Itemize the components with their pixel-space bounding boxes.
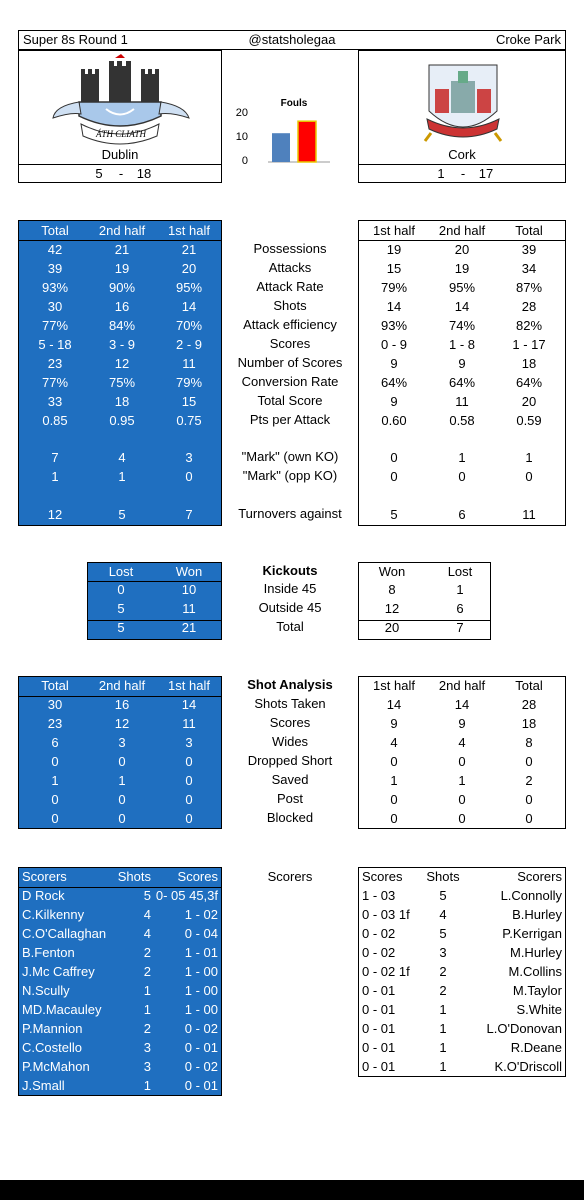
main-stats-away-cell: 0.58 <box>449 413 475 428</box>
shots-away-cell: 2 <box>525 773 533 788</box>
main-stats-home-cell: 30 <box>47 299 63 314</box>
scorer-away-scores: 0 - 01 <box>362 983 396 998</box>
fouls-tick-label: 0 <box>241 155 248 167</box>
scorer-home-shots: 4 <box>143 907 151 922</box>
shots-row-label: Post <box>276 791 303 806</box>
scorer-away-name: M.Collins <box>508 964 562 979</box>
dublin-goals: 5 <box>95 166 103 181</box>
kickouts-away-cell: 6 <box>456 601 464 616</box>
shots-home-cell: 23 <box>47 716 63 731</box>
shots-home-cell: 1 <box>51 773 59 788</box>
shots-title: Shot Analysis <box>247 677 333 692</box>
shots-away-cell: 9 <box>390 716 398 731</box>
shots-labels <box>222 676 358 829</box>
main-stats-home-cell: 90% <box>108 280 136 295</box>
scorers-home-header-scores: Scores <box>177 869 218 884</box>
shots-home-cell: 0 <box>118 811 126 826</box>
main-stats-home-cell: 20 <box>181 261 197 276</box>
scorer-home-scores: 0 - 01 <box>184 1040 218 1055</box>
shots-home-cell: 0 <box>118 754 126 769</box>
twitter-handle: @statsholegaa <box>248 32 336 47</box>
main-stats-home-cell: 4 <box>118 450 126 465</box>
main-stats-home-cell: 7 <box>185 507 193 522</box>
main-stats-away-cell: 9 <box>390 356 398 371</box>
shots-home-cell: 0 <box>51 811 59 826</box>
shots-away-cell: 0 <box>390 792 398 807</box>
shots-away-cell: 0 <box>458 811 466 826</box>
main-stats-row-label: Pts per Attack <box>249 412 331 427</box>
main-stats-away-cell: 20 <box>521 394 537 409</box>
scorer-away-name: L.Connolly <box>500 888 562 903</box>
kickouts-home-cell: 5 <box>117 601 125 616</box>
scorers-away-header-shots: Shots <box>426 869 460 884</box>
main-stats-home-cell: 12 <box>114 356 130 371</box>
shots-away-cell: 28 <box>521 697 537 712</box>
main-stats-away-cell: 0 <box>390 450 398 465</box>
main-stats-home-cell: 5 - 18 <box>38 337 72 352</box>
main-stats-away-cell: 82% <box>515 318 543 333</box>
scorer-home-name: MD.Macauley <box>22 1002 102 1017</box>
main-stats-row-label: Possessions <box>253 241 327 256</box>
shots-away-cell: 18 <box>521 716 537 731</box>
scorer-home-name: C.Kilkenny <box>22 907 85 922</box>
kickouts-home-header-1: Won <box>175 564 203 579</box>
main-stats-home-cell: 3 - 9 <box>108 337 135 352</box>
shots-away-cell: 0 <box>458 792 466 807</box>
scorer-away-scores: 0 - 01 <box>362 1040 396 1055</box>
main-stats-away-cell: 0 - 9 <box>380 337 407 352</box>
main-stats-away-cell: 34 <box>521 261 537 276</box>
main-stats-away-panel <box>358 220 566 526</box>
main-stats-home-cell: 42 <box>47 242 63 257</box>
scorer-away-name: M.Hurley <box>509 945 562 960</box>
scorer-away-scores: 0 - 03 1f <box>362 907 410 922</box>
bottom-bar <box>0 1180 584 1200</box>
main-stats-home-cell: 18 <box>114 394 130 409</box>
kickouts-home-header-0: Lost <box>108 564 134 579</box>
main-stats-away-cell: 64% <box>448 375 476 390</box>
kickouts-row-label: Inside 45 <box>263 581 317 596</box>
kickouts-home-cell: 10 <box>181 582 197 597</box>
shots-home-cell: 0 <box>51 754 59 769</box>
kickouts-away-cell: 1 <box>456 582 464 597</box>
main-stats-away-cell: 64% <box>515 375 543 390</box>
main-stats-home-cell: 3 <box>185 450 193 465</box>
scorer-home-shots: 1 <box>143 1078 151 1093</box>
scorer-away-scores: 0 - 01 <box>362 1059 396 1074</box>
main-stats-away-cell: 9 <box>458 356 466 371</box>
main-stats-home-cell: 23 <box>47 356 63 371</box>
shots-home-cell: 3 <box>118 735 126 750</box>
main-stats-home-cell: 0.95 <box>109 413 135 428</box>
main-stats-away-cell: 1 - 17 <box>512 337 546 352</box>
scorers-away-panel <box>358 867 566 1077</box>
main-stats-home-cell: 19 <box>114 261 130 276</box>
fouls-tick-label: 10 <box>235 131 248 143</box>
shots-away-cell: 0 <box>525 811 533 826</box>
main-stats-away-cell: 14 <box>386 299 402 314</box>
main-stats-row-label: Total Score <box>257 393 323 408</box>
main-stats-row-label: Number of Scores <box>237 355 343 370</box>
shots-home-cell: 12 <box>114 716 130 731</box>
scorer-home-shots: 2 <box>143 945 151 960</box>
dublin-dash: - <box>118 166 124 181</box>
main-stats-away-cell: 15 <box>386 261 402 276</box>
kickouts-away-panel <box>358 562 491 640</box>
scorer-away-scores: 0 - 02 <box>362 945 396 960</box>
kickouts-away-cell: 20 <box>384 620 400 635</box>
shots-home-cell: 0 <box>185 754 193 769</box>
main-stats-row-label: Attacks <box>268 260 312 275</box>
shots-home-cell: 6 <box>51 735 59 750</box>
main-stats-away-cell: 19 <box>386 242 402 257</box>
scorer-home-scores: 1 - 02 <box>184 907 218 922</box>
scorer-away-name: P.Kerrigan <box>502 926 562 941</box>
main-stats-labels <box>222 220 358 526</box>
kickouts-home-divider <box>88 581 221 582</box>
main-stats-away-cell: 0 <box>390 469 398 484</box>
cork-points: 17 <box>478 166 494 181</box>
cork-name: Cork <box>448 147 476 162</box>
kickouts-home-cell: 11 <box>182 601 196 616</box>
kickouts-home-cell: 5 <box>117 620 125 635</box>
shots-away-cell: 14 <box>386 697 402 712</box>
shots-row-label: Shots Taken <box>254 696 326 711</box>
kickouts-home-cell: 0 <box>117 582 125 597</box>
scorer-home-scores: 1 - 01 <box>184 945 218 960</box>
scorers-home-divider <box>19 887 221 888</box>
shots-row-label: Saved <box>271 772 309 787</box>
scorer-away-name: R.Deane <box>510 1040 562 1055</box>
shots-away-panel <box>358 676 566 829</box>
kickouts-away-cell: 8 <box>388 582 396 597</box>
shots-away-header-1: 2nd half <box>438 678 486 693</box>
round-label: Super 8s Round 1 <box>23 32 128 47</box>
main-stats-away-cell: 87% <box>515 280 543 295</box>
main-stats-away-cell: 0.59 <box>516 413 542 428</box>
scorer-home-name: D Rock <box>22 888 65 903</box>
main-stats-away-cell: 9 <box>390 394 398 409</box>
main-stats-home-cell: 84% <box>108 318 136 333</box>
fouls-chart <box>224 90 354 182</box>
shots-away-cell: 0 <box>390 811 398 826</box>
shots-home-cell: 14 <box>181 697 197 712</box>
scorer-away-shots: 4 <box>439 907 447 922</box>
scorers-home-header-shots: Shots <box>117 869 151 884</box>
shots-away-cell: 0 <box>390 754 398 769</box>
main-stats-away-cell: 14 <box>454 299 470 314</box>
fouls-tick-label: 20 <box>235 107 248 119</box>
scorer-home-scores: 1 - 00 <box>184 964 218 979</box>
scorer-home-shots: 2 <box>143 1021 151 1036</box>
scorer-home-name: N.Scully <box>22 983 70 998</box>
kickouts-home-panel <box>87 562 222 640</box>
main-stats-home-cell: 0.75 <box>176 413 202 428</box>
shots-home-divider <box>19 696 221 697</box>
kickouts-row-label: Total <box>276 619 304 634</box>
scorers-away-header-scores: Scores <box>362 869 403 884</box>
main-stats-row-label: Scores <box>269 336 311 351</box>
shots-home-cell: 30 <box>47 697 63 712</box>
header-bar <box>18 30 566 50</box>
fouls-chart-title: Fouls <box>280 98 308 109</box>
main-stats-away-cell: 79% <box>380 280 408 295</box>
main-stats-home-cell: 14 <box>181 299 197 314</box>
scorer-away-scores: 1 - 03 <box>362 888 396 903</box>
shots-home-cell: 0 <box>185 811 193 826</box>
main-stats-away-cell: 0 <box>525 469 533 484</box>
scorer-home-shots: 5 <box>143 888 151 903</box>
kickouts-away-header-1: Lost <box>447 564 473 579</box>
cork-crest-icon <box>423 61 503 143</box>
shots-away-cell: 0 <box>525 792 533 807</box>
scorer-home-scores: 1 - 00 <box>184 1002 218 1017</box>
main-stats-home-cell: 95% <box>175 280 203 295</box>
shots-home-cell: 11 <box>182 716 196 731</box>
shots-home-cell: 0 <box>118 792 126 807</box>
main-stats-row-label: Conversion Rate <box>241 374 339 389</box>
shots-away-cell: 1 <box>390 773 398 788</box>
scorers-title: Scorers <box>267 869 313 884</box>
main-stats-away-cell: 0.60 <box>381 413 407 428</box>
shots-home-panel <box>18 676 222 829</box>
scorer-home-name: C.Costello <box>22 1040 82 1055</box>
scorer-home-scores: 0- 05 45,3f <box>155 888 218 903</box>
main-stats-away-cell: 74% <box>448 318 476 333</box>
scorer-away-shots: 1 <box>439 1059 447 1074</box>
main-stats-home-cell: 93% <box>41 280 69 295</box>
main-stats-home-divider <box>19 240 221 241</box>
scorer-home-scores: 1 - 00 <box>184 983 218 998</box>
shots-away-cell: 8 <box>525 735 533 750</box>
shots-home-cell: 1 <box>118 773 126 788</box>
shots-home-cell: 0 <box>185 792 193 807</box>
main-stats-away-cell: 1 <box>525 450 533 465</box>
main-stats-home-cell: 7 <box>51 450 59 465</box>
main-stats-away-header-2: Total <box>515 223 543 238</box>
main-stats-home-header-1: 2nd half <box>98 223 146 238</box>
shots-home-header-0: Total <box>41 678 69 693</box>
main-stats-away-cell: 11 <box>522 507 536 522</box>
main-stats-away-divider <box>359 240 565 241</box>
shots-away-cell: 0 <box>525 754 533 769</box>
kickouts-away-cell: 12 <box>384 601 400 616</box>
scorers-home-header-name: Scorers <box>22 869 67 884</box>
scorer-away-name: B.Hurley <box>512 907 562 922</box>
scorer-away-name: S.White <box>516 1002 562 1017</box>
main-stats-away-cell: 1 <box>458 450 466 465</box>
main-stats-home-cell: 33 <box>47 394 63 409</box>
main-stats-home-cell: 15 <box>181 394 197 409</box>
shots-home-cell: 0 <box>185 773 193 788</box>
dublin-score-box <box>18 164 222 183</box>
main-stats-away-cell: 20 <box>454 242 470 257</box>
scorer-home-shots: 2 <box>143 964 151 979</box>
main-stats-home-cell: 21 <box>181 242 197 257</box>
scorer-home-name: P.Mannion <box>22 1021 83 1036</box>
main-stats-away-cell: 5 <box>390 507 398 522</box>
cork-score-box <box>358 164 566 183</box>
main-stats-row-label: "Mark" (opp KO) <box>242 468 338 483</box>
shots-away-header-0: 1st half <box>373 678 415 693</box>
scorer-away-scores: 0 - 02 <box>362 926 396 941</box>
scorer-home-name: C.O'Callaghan <box>22 926 107 941</box>
shots-home-cell: 3 <box>185 735 193 750</box>
main-stats-home-header-2: 1st half <box>168 223 210 238</box>
scorers-title-wrap <box>222 867 358 886</box>
kickouts-away-divider <box>359 620 490 621</box>
kickouts-labels <box>222 562 358 640</box>
main-stats-away-cell: 18 <box>521 356 537 371</box>
scorer-away-scores: 0 - 02 1f <box>362 964 410 979</box>
scorer-home-name: P.McMahon <box>22 1059 90 1074</box>
scorer-home-scores: 0 - 01 <box>184 1078 218 1093</box>
scorer-away-shots: 2 <box>439 964 447 979</box>
scorer-home-scores: 0 - 02 <box>184 1059 218 1074</box>
kickouts-home-cell: 21 <box>181 620 197 635</box>
shots-away-header-2: Total <box>515 678 543 693</box>
dublin-name: Dublin <box>101 147 139 162</box>
scorers-home-panel <box>18 867 222 1096</box>
main-stats-home-cell: 16 <box>114 299 130 314</box>
scorer-home-shots: 4 <box>143 926 151 941</box>
cork-goals: 1 <box>437 166 445 181</box>
main-stats-home-cell: 70% <box>175 318 203 333</box>
shots-away-cell: 4 <box>458 735 466 750</box>
main-stats-away-header-0: 1st half <box>373 223 415 238</box>
main-stats-row-label: "Mark" (own KO) <box>241 449 339 464</box>
shots-row-label: Scores <box>269 715 311 730</box>
kickouts-away-header-0: Won <box>378 564 406 579</box>
scorer-home-shots: 1 <box>143 983 151 998</box>
main-stats-away-cell: 39 <box>521 242 537 257</box>
main-stats-home-cell: 12 <box>47 507 63 522</box>
main-stats-home-cell: 5 <box>118 507 126 522</box>
main-stats-away-header-1: 2nd half <box>438 223 486 238</box>
kickouts-away-cell: 7 <box>456 620 464 635</box>
main-stats-row-label: Turnovers against <box>238 506 342 521</box>
cork-dash: - <box>460 166 466 181</box>
shots-home-cell: 16 <box>114 697 130 712</box>
main-stats-home-cell: 21 <box>114 242 130 257</box>
main-stats-home-cell: 77% <box>41 318 69 333</box>
scorer-away-shots: 1 <box>439 1021 447 1036</box>
main-stats-away-cell: 1 - 8 <box>448 337 475 352</box>
scorer-away-scores: 0 - 01 <box>362 1021 396 1036</box>
shots-home-cell: 0 <box>51 792 59 807</box>
main-stats-home-cell: 79% <box>175 375 203 390</box>
main-stats-home-header-0: Total <box>41 223 69 238</box>
shots-home-header-1: 2nd half <box>98 678 146 693</box>
scorer-away-shots: 3 <box>439 945 447 960</box>
main-stats-home-cell: 0.85 <box>42 413 68 428</box>
scorer-away-shots: 1 <box>439 1002 447 1017</box>
scorer-home-name: J.Mc Caffrey <box>22 964 95 979</box>
main-stats-home-cell: 2 - 9 <box>175 337 202 352</box>
scorer-home-name: J.Small <box>22 1078 65 1093</box>
scorer-away-shots: 5 <box>439 926 447 941</box>
main-stats-row-label: Attack efficiency <box>243 317 337 332</box>
scorer-away-name: L.O'Donovan <box>486 1021 562 1036</box>
shots-away-cell: 14 <box>454 697 470 712</box>
kickouts-row-label: Outside 45 <box>258 600 322 615</box>
scorer-home-shots: 1 <box>143 1002 151 1017</box>
dublin-crest-text: ÁTH CLIATH <box>96 129 146 139</box>
shots-away-cell: 4 <box>390 735 398 750</box>
main-stats-away-cell: 95% <box>448 280 476 295</box>
main-stats-home-cell: 1 <box>118 469 126 484</box>
main-stats-away-cell: 0 <box>458 469 466 484</box>
scorer-home-name: B.Fenton <box>22 945 75 960</box>
main-stats-home-panel <box>18 220 222 526</box>
shots-away-cell: 9 <box>458 716 466 731</box>
kickouts-home-divider <box>88 620 221 621</box>
scorer-away-shots: 1 <box>439 1040 447 1055</box>
scorer-away-shots: 2 <box>439 983 447 998</box>
fouls-bar-cork <box>298 121 316 162</box>
main-stats-away-cell: 19 <box>454 261 470 276</box>
dublin-points: 18 <box>136 166 152 181</box>
main-stats-home-cell: 1 <box>51 469 59 484</box>
scorer-away-shots: 5 <box>439 888 447 903</box>
venue-label: Croke Park <box>495 32 561 47</box>
main-stats-home-cell: 39 <box>47 261 63 276</box>
shots-row-label: Blocked <box>266 810 314 825</box>
scorers-away-header-name: Scorers <box>517 869 562 884</box>
kickouts-title: Kickouts <box>262 563 318 578</box>
scorer-home-shots: 3 <box>143 1040 151 1055</box>
scorer-home-scores: 0 - 02 <box>184 1021 218 1036</box>
main-stats-away-cell: 28 <box>521 299 537 314</box>
main-stats-away-cell: 11 <box>455 394 469 409</box>
shots-row-label: Wides <box>271 734 309 749</box>
main-stats-away-cell: 64% <box>380 375 408 390</box>
main-stats-home-cell: 11 <box>182 356 196 371</box>
scorer-away-scores: 0 - 01 <box>362 1002 396 1017</box>
scorer-home-shots: 3 <box>143 1059 151 1074</box>
scorer-away-name: K.O'Driscoll <box>494 1059 562 1074</box>
main-stats-home-cell: 0 <box>185 469 193 484</box>
scorer-away-name: M.Taylor <box>512 983 562 998</box>
main-stats-home-cell: 77% <box>41 375 69 390</box>
main-stats-away-cell: 6 <box>458 507 466 522</box>
shots-home-header-2: 1st half <box>168 678 210 693</box>
shots-away-cell: 1 <box>458 773 466 788</box>
main-stats-home-cell: 75% <box>108 375 136 390</box>
scorer-home-scores: 0 - 04 <box>184 926 218 941</box>
main-stats-row-label: Attack Rate <box>256 279 324 294</box>
main-stats-row-label: Shots <box>273 298 307 313</box>
shots-away-cell: 0 <box>458 754 466 769</box>
fouls-bar-dublin <box>272 133 290 162</box>
main-stats-away-cell: 93% <box>380 318 408 333</box>
shots-row-label: Dropped Short <box>247 753 333 768</box>
